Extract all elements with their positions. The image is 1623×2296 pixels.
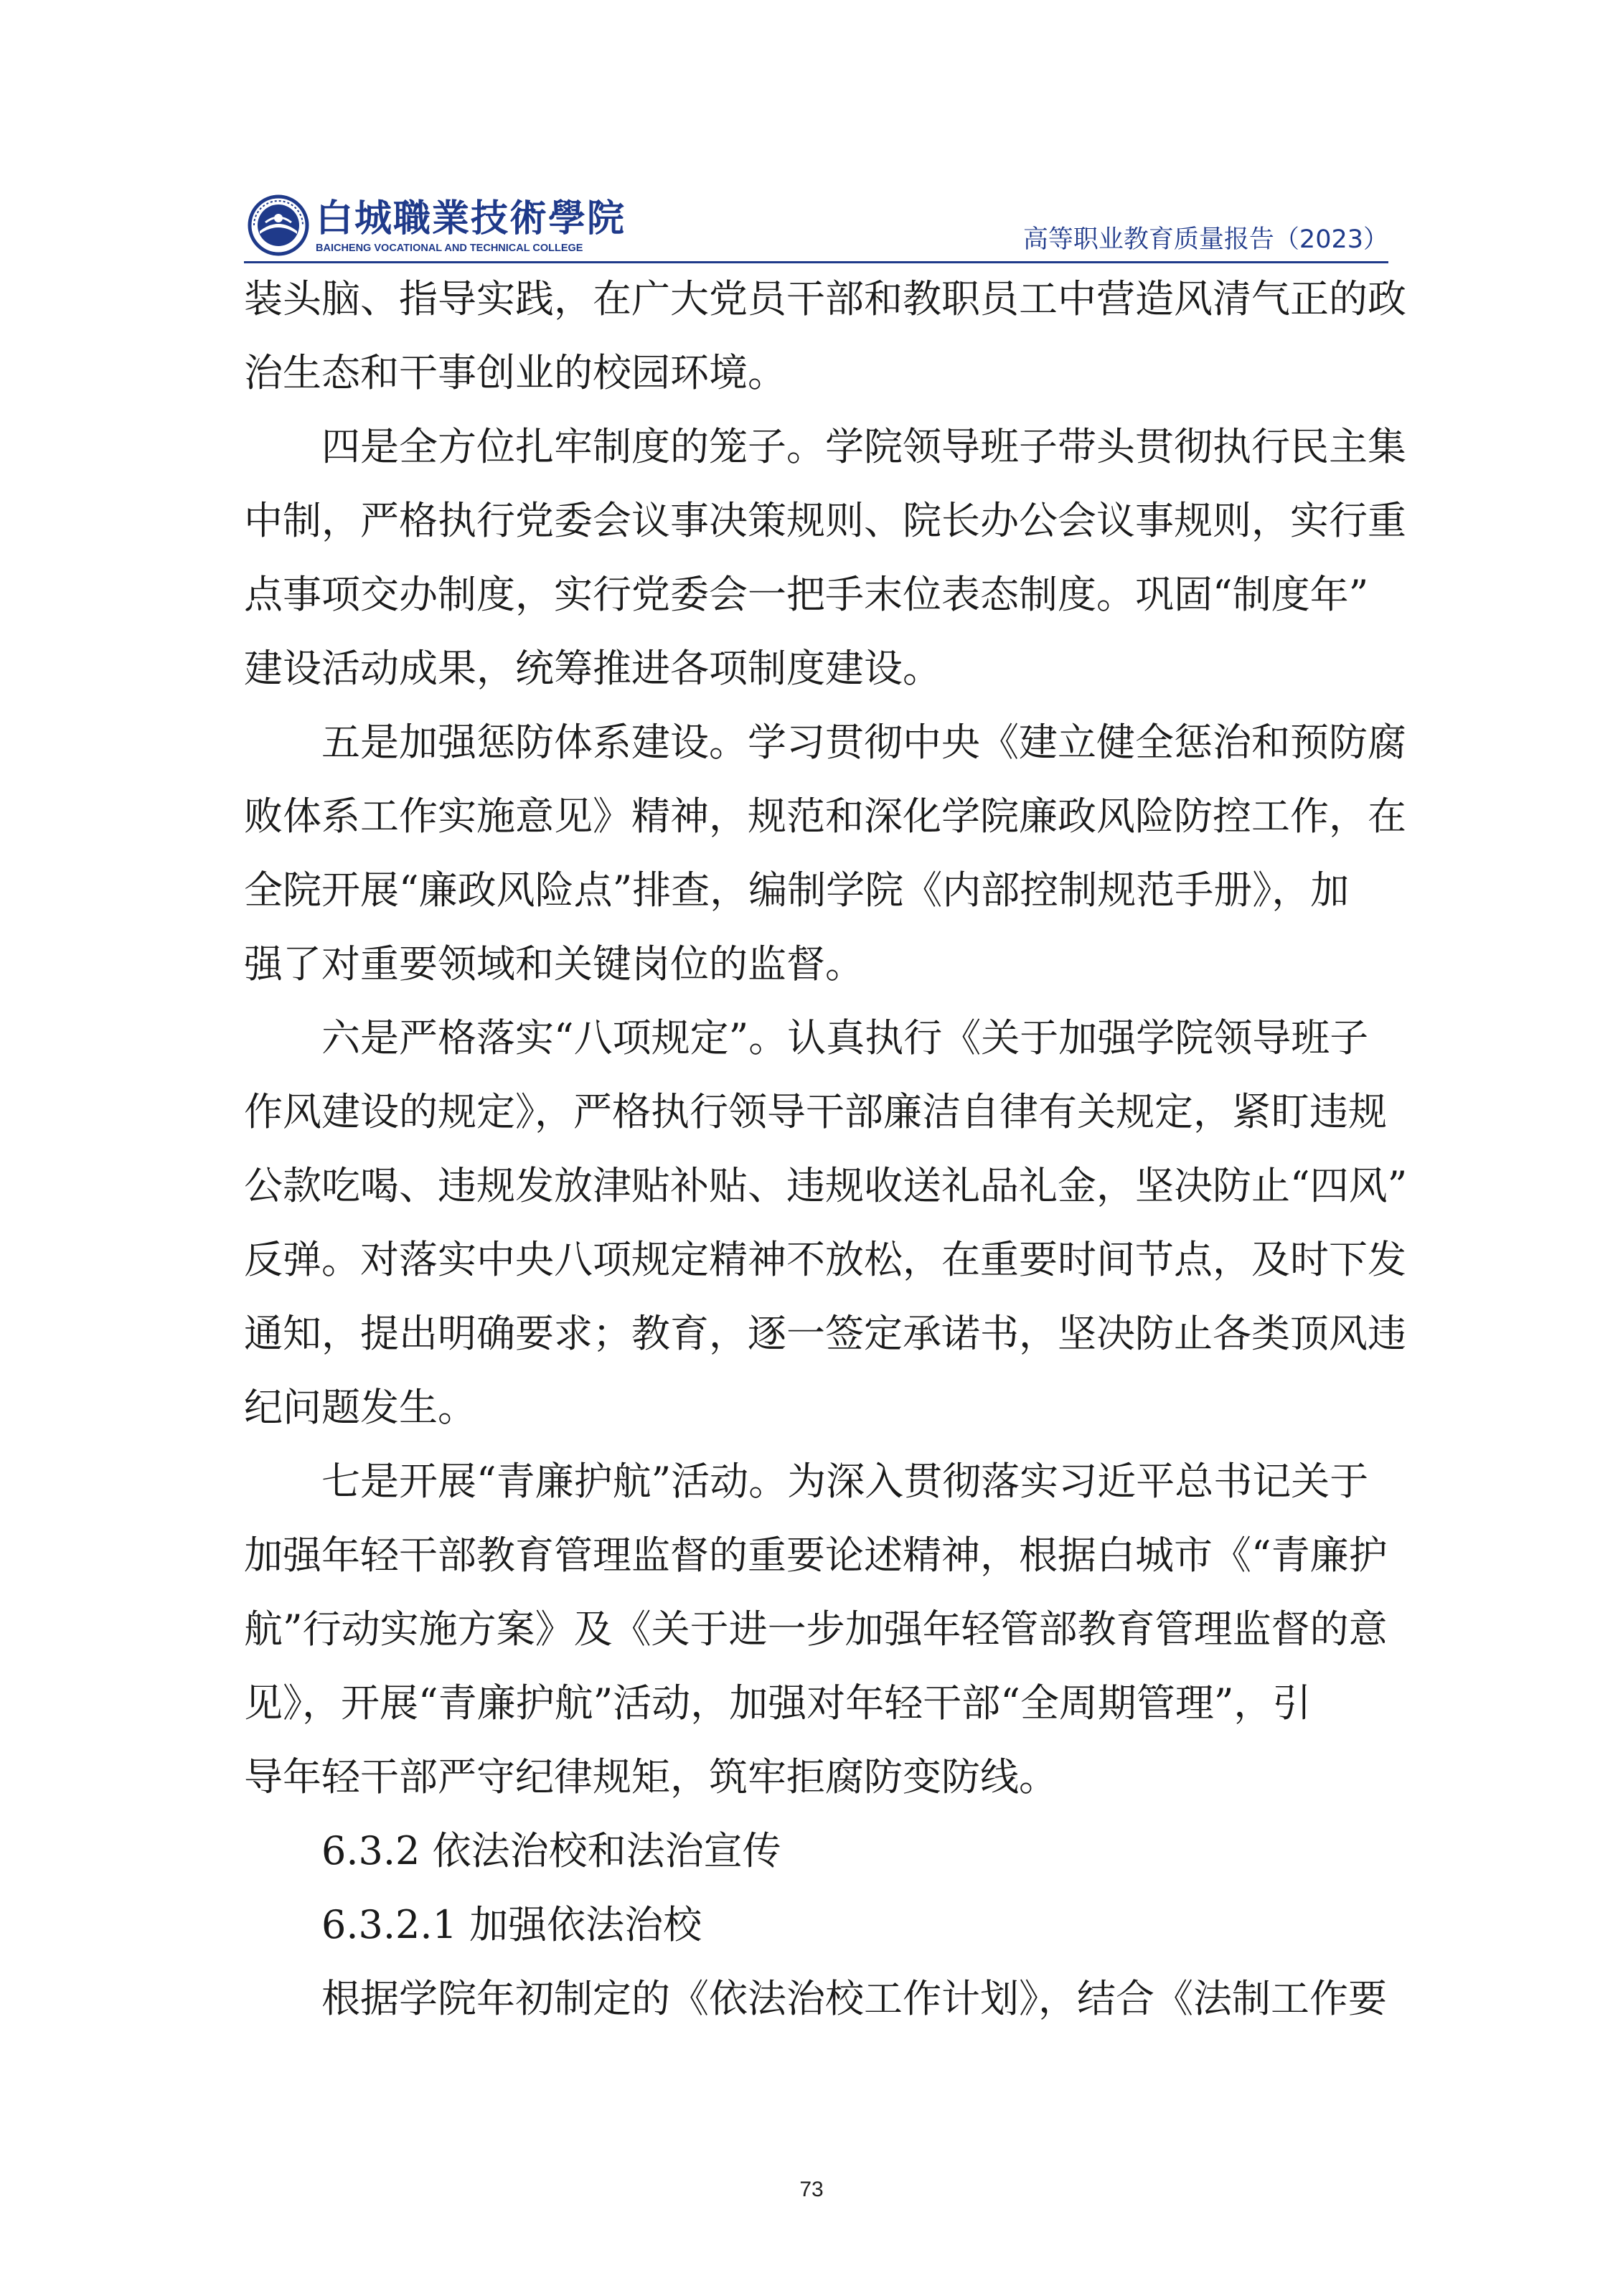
body-line: 全院开展“廉政风险点”排查，编制学院《内部控制规范手册》，加 xyxy=(244,867,1350,913)
body-line: 反弹。对落实中央八项规定精神不放松，在重要时间节点，及时下发 xyxy=(244,1237,1406,1282)
body-line: 中制，严格执行党委会议事决策规则、院长办公会议事规则，实行重 xyxy=(244,498,1406,543)
body-line: 通知，提出明确要求；教育，逐一签定承诺书，坚决防止各类顶风违 xyxy=(244,1311,1406,1356)
body-line: 见》，开展“青廉护航”活动，加强对年轻干部“全周期管理”，引 xyxy=(244,1680,1312,1726)
body-line: 建设活动成果，统筹推进各项制度建设。 xyxy=(244,646,941,691)
body-line: 六是严格落实“八项规定”。认真执行《关于加强学院领导班子 xyxy=(321,1015,1369,1060)
body-line: 强了对重要领域和关键岗位的监督。 xyxy=(244,941,864,987)
section-heading: 6.3.2 依法治校和法治宣传 xyxy=(321,1828,781,1873)
body-line: 四是全方位扎牢制度的笼子。学院领导班子带头贯彻执行民主集 xyxy=(321,424,1406,469)
body-line: 根据学院年初制定的《依法治校工作计划》，结合《法制工作要 xyxy=(321,1976,1387,2021)
page-header xyxy=(244,188,1388,263)
body-line: 作风建设的规定》，严格执行领导干部廉洁自律有关规定，紧盯违规 xyxy=(244,1089,1387,1134)
college-logo xyxy=(244,188,626,260)
body-line: 航”行动实施方案》及《关于进一步加强年轻管部教育管理监督的意 xyxy=(244,1606,1388,1652)
body-line: 点事项交办制度，实行党委会一把手末位表态制度。巩固“制度年” xyxy=(244,572,1369,617)
body-line: 导年轻干部严守纪律规矩，筑牢拒腐防变防线。 xyxy=(244,1754,1058,1799)
page-body xyxy=(244,262,1408,2036)
body-line: 败体系工作实施意见》精神，规范和深化学院廉政风险防控工作，在 xyxy=(244,794,1406,839)
body-line: 公款吃喝、违规发放津贴补贴、违规收送礼品礼金，坚决防止“四风” xyxy=(244,1163,1408,1208)
body-line: 七是开展“青廉护航”活动。为深入贯彻落实习近平总书记关于 xyxy=(321,1459,1369,1504)
body-line: 五是加强惩防体系建设。学习贯彻中央《建立健全惩治和预防腐 xyxy=(321,720,1406,765)
svg-text:白城職業技術學院: 白城職業技術學院 xyxy=(316,197,626,240)
body-line: 治生态和干事创业的校园环境。 xyxy=(244,350,786,395)
body-line: 纪问题发生。 xyxy=(244,1385,476,1430)
svg-text:BAICHENG VOCATIONAL AND TECHNI: BAICHENG VOCATIONAL AND TECHNICAL COLLEGE xyxy=(316,243,583,254)
body-line: 加强年轻干部教育管理监督的重要论述精神，根据白城市《“青廉护 xyxy=(244,1533,1388,1578)
body-line: 装头脑、指导实践，在广大党员干部和教职员工中营造风清气正的政 xyxy=(244,276,1406,321)
report-title: 高等职业教育质量报告（2023） xyxy=(1022,225,1388,254)
page-number: 73 xyxy=(799,2178,824,2201)
subsection-heading: 6.3.2.1 加强依法治校 xyxy=(321,1902,702,1947)
